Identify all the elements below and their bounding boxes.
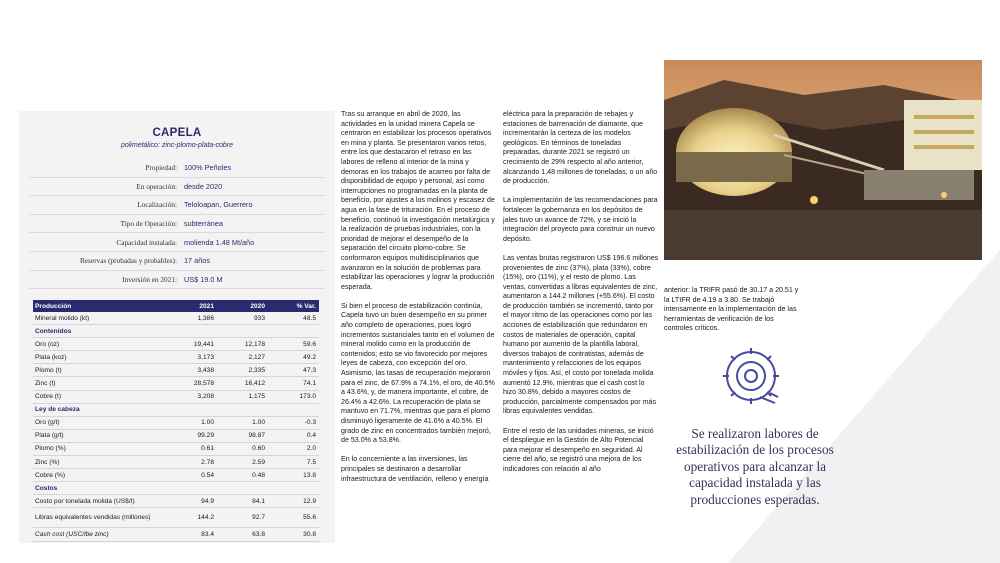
info-label: Capacidad instalada: xyxy=(116,237,177,247)
cell: 3,208 xyxy=(197,393,214,401)
info-value: desde 2020 xyxy=(184,181,223,191)
cell: 83.4 xyxy=(201,530,214,538)
cell: 59.6 xyxy=(303,340,316,348)
capela-fact-card xyxy=(19,111,335,543)
cell: 13.8 xyxy=(303,471,316,479)
table-row xyxy=(33,495,319,508)
header-cell: 2020 xyxy=(250,302,265,310)
info-value: 100% Peñoles xyxy=(184,163,232,173)
card-subtitle: polimetálico: zinc-plomo-plata-cobre xyxy=(120,142,234,149)
cell: 48.5 xyxy=(303,314,316,322)
cell: 0.4 xyxy=(306,432,316,440)
info-value: Teloloapan, Guerrero xyxy=(184,200,253,210)
table-row xyxy=(33,469,319,482)
row-label: Cobre (%) xyxy=(35,471,66,479)
table-row xyxy=(33,391,319,404)
info-row xyxy=(29,233,325,252)
paragraph: Tras su arranque en abril de 2020, las actividades en la unidad minera Capela se centraron en estabilizar los procesos operativos en mina y planta. Se presentaron varios retos, entre los que destacaron el retraso en las labores de relleno al interior de la mina y demoras en los trabajos de acarreo por falta de disponibilidad de equipo y personal, así como interrupciones no programadas en la planta de beneficio, por ajustes a los molinos y escasez de agua en la fase de trituración. En el proceso de beneficio, continuó la investigación metalúrgica y la realización de pruebas industriales, con la prioridad de mejorar el desempeño de la separación del circuito plomo-cobre. Se conformaron equipos multidisciplinarios que avanzaron en la solución de problemas para estabilizar las operaciones y lograr la producción esperada. xyxy=(341,110,495,291)
cell: 74.1 xyxy=(303,380,316,388)
info-label: Reservas (probadas y probables): xyxy=(79,256,177,266)
paragraph: La implementación de las recomendaciones para fortalecer la gobernanza en los depósitos de jales tuvo un avance de 72%, y se inició la integración del proyecto para construir un nuevo depósito. xyxy=(503,196,658,243)
cell: 92.7 xyxy=(252,514,265,522)
cell: 47.3 xyxy=(303,366,316,374)
row-label: Plomo (t) xyxy=(35,366,62,374)
row-label: Cobre (t) xyxy=(35,393,62,401)
section-label: Costos xyxy=(35,484,58,492)
cell: 2.0 xyxy=(306,445,316,453)
info-label: En operación: xyxy=(136,181,177,191)
table-row xyxy=(33,338,319,351)
paragraph: En lo concerniente a las inversiones, las principales se destinaron a desarrollar infraestructura de ventilación, relleno y energía xyxy=(341,455,489,483)
table-section-row xyxy=(33,482,319,495)
table-row xyxy=(33,528,319,541)
section-label: Contenidos xyxy=(35,327,72,335)
table-row xyxy=(33,312,319,325)
table-row xyxy=(33,508,319,528)
cell: 2,335 xyxy=(248,366,265,374)
gear-process-icon xyxy=(720,345,782,407)
cell: 7.5 xyxy=(306,458,316,466)
row-label: Plata (g/t) xyxy=(35,432,64,440)
cell: 30.8 xyxy=(303,530,316,538)
info-label: Inversión en 2021: xyxy=(122,274,177,284)
text-column-3: anterior: la TRIFR pasó de 30.17 a 20.51 y la LTIFR de 4.19 a 3.80. Se trabajó intensamente en la implementación de las herramientas de verificación de los controles críticos. xyxy=(664,286,799,333)
cell: 98.87 xyxy=(248,432,265,440)
cell: 2,127 xyxy=(248,353,265,361)
cell: 933 xyxy=(253,314,265,322)
production-table xyxy=(33,300,319,542)
row-label: Cash cost (USC/lbe zinc) xyxy=(35,530,109,538)
row-label: Mineral molido (kt) xyxy=(35,314,90,322)
row-label: Oro (g/t) xyxy=(35,419,60,427)
cell: 49.2 xyxy=(303,353,316,361)
info-label: Localización: xyxy=(137,200,177,210)
cell: 1,386 xyxy=(197,314,214,322)
cell: -0.3 xyxy=(304,419,316,427)
row-label: Zinc (%) xyxy=(35,458,60,466)
cell: 2.59 xyxy=(252,458,265,466)
header-cell: Producción xyxy=(35,302,72,310)
table-row xyxy=(33,364,319,377)
highlight-quote: Se realizaron labores de estabilización de los procesos operativos para alcanzar la capacidad instalada y las producciones esperadas. xyxy=(676,426,834,507)
row-label: Oro (oz) xyxy=(35,340,60,348)
section-label: Ley de cabeza xyxy=(35,406,80,414)
cell: 55.6 xyxy=(303,514,316,522)
table-row xyxy=(33,377,319,390)
info-value: 17 años xyxy=(184,256,210,266)
cell: 19,441 xyxy=(193,340,214,348)
cell: 12,178 xyxy=(244,340,265,348)
info-row xyxy=(29,271,325,290)
row-label: Zinc (t) xyxy=(35,380,56,388)
paragraph: Si bien el proceso de estabilización continúa, Capela tuvo un buen desempeño en su primer año completo de operaciones, pues logró incrementos sustanciales tanto en el volumen de mineral molido como en la producción de contenidos; esto se vio favorecido por mejores leyes de cabeza, con excepción del oro. Asimismo, las tasas de recuperación mejoraron para el zinc, de 67.9% a 74.1%, el oro, de 40.5% a 43.6%, y, de manera importante, el cobre, de 26.4% a 42.6%. La recuperación de plata se mantuvo en 71.7%, mientras que para el plomo disminuyó ligeramente de 41.6% a 40.5%. El grado de zinc en concentrados también mejoró, de 53.0% a 53.8%. xyxy=(341,301,495,445)
cell: 1.00 xyxy=(201,419,214,427)
table-header xyxy=(33,300,319,312)
card-title: CAPELA xyxy=(152,127,202,139)
info-label: Tipo de Operación: xyxy=(120,219,177,229)
cell: 3,438 xyxy=(197,366,214,374)
cell: 144.2 xyxy=(197,514,214,522)
row-label: Plata (koz) xyxy=(35,353,67,361)
info-row xyxy=(29,215,325,234)
info-value: subterránea xyxy=(184,219,223,229)
cell: 28,578 xyxy=(193,380,214,388)
row-label: Plomo (%) xyxy=(35,445,66,453)
cell: 12.9 xyxy=(303,497,316,505)
cell: 0.48 xyxy=(252,471,265,479)
cell: 1,175 xyxy=(248,393,265,401)
cell: 84.1 xyxy=(252,497,265,505)
text-column-2 xyxy=(503,110,659,484)
table-section-row xyxy=(33,404,319,417)
header-cell: 2021 xyxy=(199,302,214,310)
info-label: Propiedad: xyxy=(145,163,177,173)
cell: 2.78 xyxy=(201,458,214,466)
cell: 3,173 xyxy=(197,353,214,361)
table-section-row xyxy=(33,325,319,338)
row-label: Costo por tonelada molida (US$/t) xyxy=(35,497,135,505)
cell: 94.9 xyxy=(201,497,214,505)
row-label: Libras equivalentes vendidas (millones) xyxy=(35,513,151,521)
cell: 1.00 xyxy=(252,419,265,427)
cell: 16,412 xyxy=(244,380,265,388)
text-column-1 xyxy=(341,110,495,494)
table-row xyxy=(33,430,319,443)
table-row xyxy=(33,417,319,430)
cell: 63.8 xyxy=(252,530,265,538)
info-list xyxy=(29,159,325,289)
table-row xyxy=(33,351,319,364)
paragraph: eléctrica para la preparación de rebajes y estaciones de barrenación de diamante, que incrementarán la certeza de los modelos geológicos. En términos de toneladas preparadas, durante 2021 se registró un crecimiento de 29% respecto al año anterior, alcanzando 1.48 millones de toneladas, o un año de producción. xyxy=(503,110,658,186)
cell: 0.60 xyxy=(252,445,265,453)
cell: 99.29 xyxy=(197,432,214,440)
header-cell: % Var. xyxy=(296,302,316,310)
mine-plant-photo xyxy=(664,60,982,260)
info-row xyxy=(29,159,325,178)
paragraph: Las ventas brutas registraron US$ 196.6 millones provenientes de zinc (37%), plata (33%), cobre (15%), oro (11%), y el resto de plomo. Las ventas, convertidas a libras equivalentes de zinc, aumentaron a 144.2 millones (+55.6%). El costo de producción también se incrementó, tanto por el mayor ritmo de las operaciones como por las acciones de estabilización que redundaron en costos de materiales de operación, capital humano por aumento de la plantilla laboral, diversos trabajos de contratistas, además de mantenimiento y refacciones de los equipos móviles y fijos. Así, el costo por tonelada molida aumentó 12.9%, mientras que el cash cost lo hizo 30.8%, debido a mayores costos de producción, parcialmente compensados por más libras equivalentes vendidas. xyxy=(503,253,659,416)
table-row xyxy=(33,456,319,469)
cell: 173.0 xyxy=(299,393,316,401)
info-value: US$ 19.0 M xyxy=(184,274,223,284)
table-row xyxy=(33,443,319,456)
info-row xyxy=(29,196,325,215)
cell: 0.61 xyxy=(201,445,214,453)
paragraph: Entre el resto de las unidades mineras, se inició el despliegue en la Gestión de Alto Potencial para mejorar el desempeño en seguridad. Al cierre del año, se registró una mejora de los indicadores con relación al año xyxy=(503,426,654,473)
info-row xyxy=(29,178,325,197)
info-row xyxy=(29,252,325,271)
cell: 0.54 xyxy=(201,471,214,479)
info-value: molienda 1.48 Mt/año xyxy=(184,237,255,247)
